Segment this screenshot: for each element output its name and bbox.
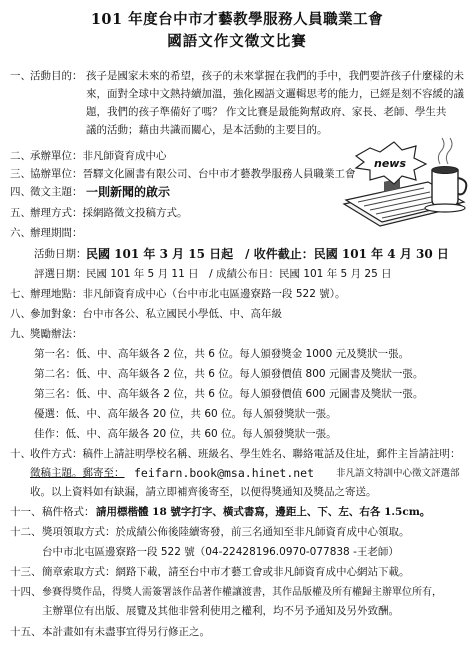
section-9-label: 獎勵辦法： [30,328,83,340]
section-1-line: 孩子是國家未來的希望，孩子的未來掌握在我們的手中，我們要許孩子什麼樣的未 [86,70,464,82]
section-4-label: 徵文主題： [30,186,83,198]
section-13-number: 十三、 [10,566,42,578]
award-first: 第一名：低、中、高年級各 2 位，共 6 位。每人頒發獎金 1000 元及獎狀一張。 [34,348,410,360]
section-7-number: 七、 [10,288,31,300]
review-date-text: 民國 101 年 5 月 11 日 / 成績公布日：民國 101 年 5 月 25 日 [86,268,392,280]
section-1-label: 活動目的： [30,70,83,82]
section-11-label: 稿件格式： [42,506,95,518]
section-11-number: 十一、 [10,506,42,518]
section-1-line: 來，面對全球中文熱持續加溫，強化國語文邏輯思考的能力，已經是刻不容緩的議 [86,88,464,100]
section-10-line: 徵稿主題。郵寄至： [30,467,125,479]
section-12-address: 台中市北屯區邊寮路一段 522 號（04-22428196.0970-077838 -王老師） [42,546,399,558]
section-8-number: 八、 [10,308,31,320]
award-honorable: 佳作：低、中、高年級各 20 位，共 60 位。每人頒發獎狀一張。 [34,428,337,440]
award-second: 第二名：低、中、高年級各 2 位，共 6 位。每人頒發價值 800 元圖書及獎狀一張。 [34,368,424,380]
section-14-line: 參賽得獎作品，得獎人需簽署該作品著作權讓渡書，其作品版權及所有權歸主辦單位所有， [42,587,442,598]
section-5-number: 五、 [10,207,31,219]
section-4-number: 四、 [10,186,31,198]
section-9-number: 九、 [10,328,31,340]
section-14-number: 十四、 [10,586,42,598]
section-15-number: 十五、 [10,626,42,638]
section-2-text: 承辦單位：非凡師資育成中心 [30,150,167,162]
section-12-number: 十二、 [10,526,42,538]
section-6-number: 六、 [10,227,31,239]
section-11-text: 請用標楷體 18 號字打字、橫式書寫，邊距上、下、左、右各 1.5cm。 [96,506,431,518]
award-third: 第三名：低、中、高年級各 2 位，共 6 位。每人頒發價值 600 元圖書及獎狀一張。 [34,388,424,400]
activity-date-label: 活動日期： [34,248,87,260]
section-10-line: 收件方式：稿件上請註明學校名稱、班級名、學生姓名、聯絡電話及住址，郵件主旨請註明： [30,448,461,460]
section-3-number: 三、 [10,168,31,180]
section-7-text: 辦理地點：非凡師資育成中心（台中市北屯區邊寮路一段 522 號）。 [30,288,346,300]
document-title-line1: 101 年度台中市才藝教學服務人員職業工會 [90,11,384,28]
section-3-text: 協辦單位：晉驛文化圖書有限公司、台中市才藝教學服務人員職業工會 [30,168,356,180]
newspaper-coffee-icon [336,134,470,242]
award-merit: 優選：低、中、高年級各 20 位，共 60 位。每人頒發獎狀一張。 [34,408,337,420]
section-13-text: 簡章索取方式：網路下載，請至台中市才藝工會或非凡師資育成中心網站下載。 [42,566,410,578]
section-1-line: 題，我們的孩子準備好了嗎？ 作文比賽是最能夠幫政府、家長、老師、學生共 [86,106,447,118]
review-date-label: 評選日期： [34,268,87,280]
section-12-line: 獎項領取方式：於成績公佈後陸續寄發，前三名通知至非凡師資育成中心領取。 [42,526,410,538]
section-10-line: 收。以上資料如有缺漏，請立即補齊後寄至，以便得獎通知及獎品之寄送。 [30,486,377,498]
section-2-number: 二、 [10,150,31,162]
section-5-text: 辦理方式：採網路徵文投稿方式。 [30,207,188,219]
section-14-line: 主辦單位有出版、展覽及其他非營利使用之權利，均不另予通知及另外致酬。 [42,605,399,617]
submission-email-link[interactable]: feifarn.book@msa.hinet.net [134,466,315,480]
section-10-number: 十、 [10,448,31,460]
clipart-news-label: news [374,157,407,170]
section-6-label: 辦理期間： [30,227,83,239]
activity-date-text: 民國 101 年 3 月 15 日起 / 收件截止：民國 101 年 4 月 30 日 [86,247,449,261]
section-1-line: 議的活動；藉由共識而關心，是本活動的主要目的。 [86,124,328,136]
section-8-text: 參加對象：台中市各公、私立國民小學低、中、高年級 [30,308,282,320]
document-title-line2: 國語文作文徵文比賽 [167,33,307,50]
section-1-number: 一、 [10,70,31,82]
section-15-text: 本計畫如有未盡事宜得另行修正之。 [42,626,210,638]
section-4-theme: 一則新聞的啟示 [86,185,171,199]
section-10-recipient: 非凡語文特訓中心徵文評選部 [336,468,460,479]
